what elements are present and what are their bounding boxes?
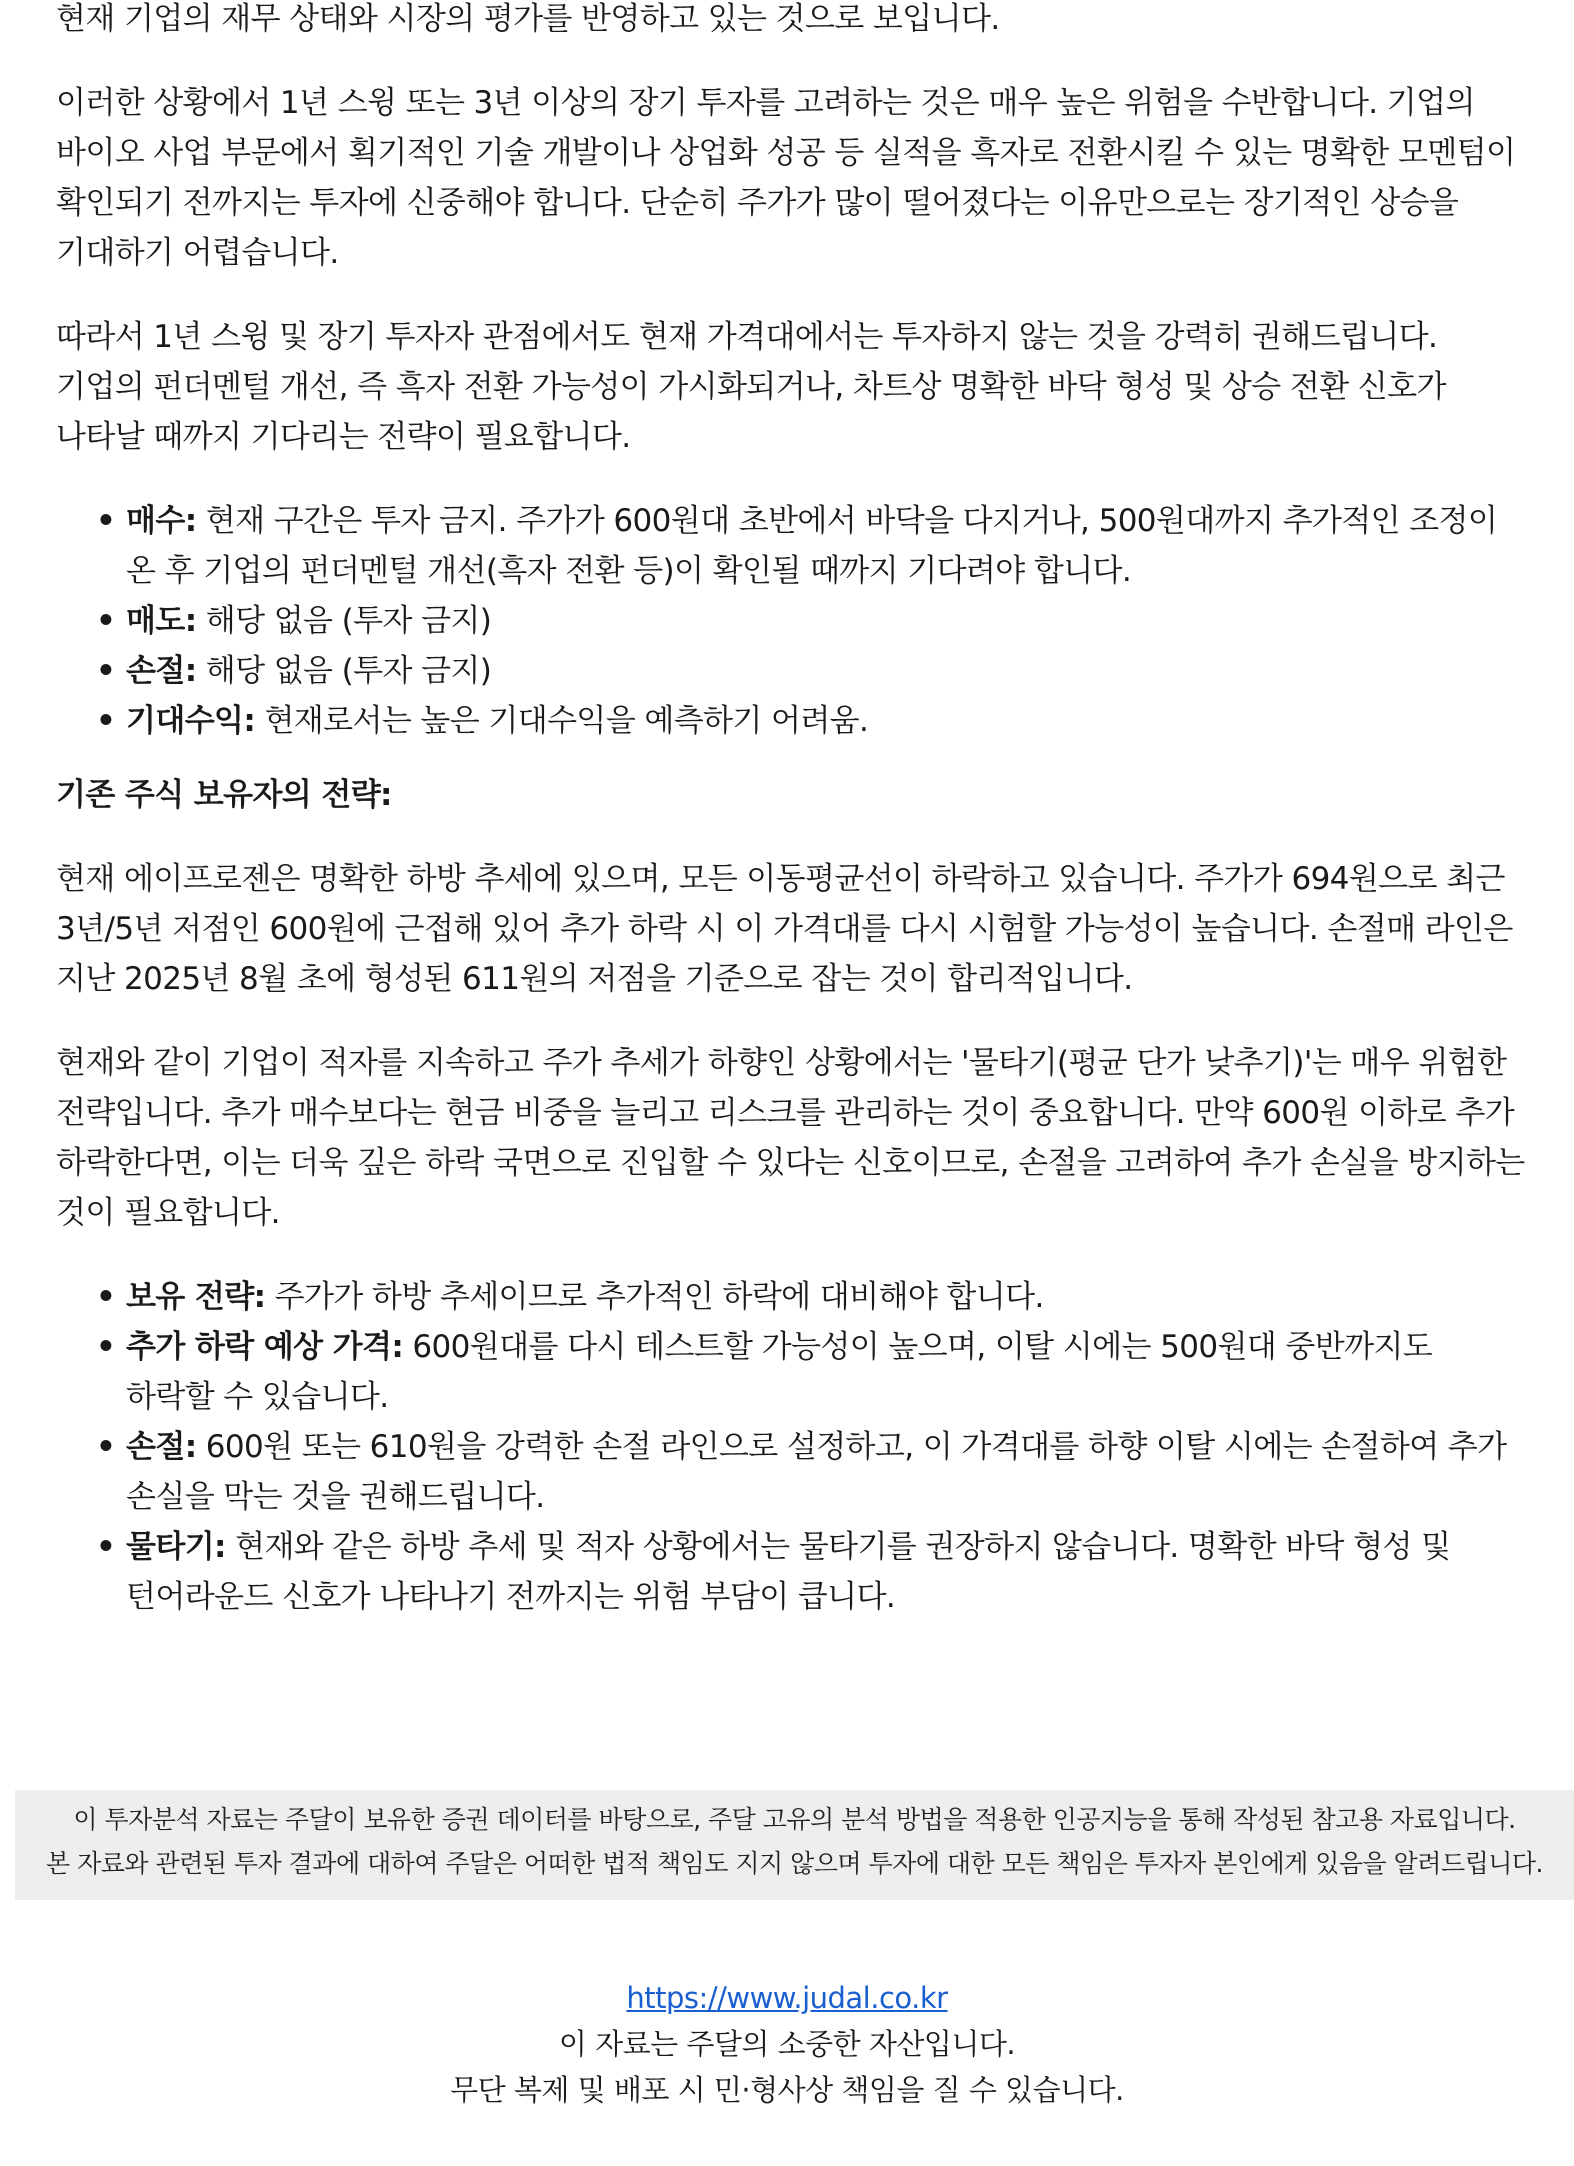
list-item-text: 600원대를 다시 테스트할 가능성이 높으며, 이탈 시에는 500원대 중반까지도 하락할 수 있습니다. (126, 1329, 1433, 1415)
list-item-label: 매수: (126, 503, 197, 539)
footer-asset-notice: 이 자료는 주달의 소중한 자산입니다. (558, 2027, 1016, 2061)
list-item-text: 해당 없음 (투자 금지) (196, 653, 492, 689)
list-item-hold-strategy (56, 1272, 1526, 1322)
list-item-label: 매도: (126, 603, 197, 639)
list-item-text: 현재 구간은 투자 금지. 주가가 600원대 초반에서 바닥을 다지거나, 500원대까지 추가적인 조정이 온 후 기업의 펀더멘털 개선(흑자 전환 등)이 확인될 때까지 기다려야 합니다. (126, 503, 1498, 589)
list-item-averaging-down (56, 1522, 1526, 1622)
list-item-sell (56, 596, 1526, 646)
paragraph-holder-averaging-down: 현재와 같이 기업이 적자를 지속하고 주가 추세가 하향인 상황에서는 '물타기(평균 단가 낮추기)'는 매우 위험한 전략입니다. 추가 매수보다는 현금 비중을 늘리고 리스크를 관리하는 것이 중요합니다. 만약 600원 이하로 추가 하락한다면, 이는 더욱 깊은 하락 국면으로 진입할 수 있다는 신호이므로, 손절을 고려하여 추가 손실을 방지하는 것이 필요합니다. (56, 1045, 1525, 1231)
list-item-text: 현재로서는 높은 기대수익을 예측하기 어려움. (255, 703, 869, 739)
list-item-label: 물타기: (126, 1529, 226, 1565)
bullet-icon: • (96, 1529, 116, 1565)
paragraph-long-term-risk: 이러한 상황에서 1년 스윙 또는 3년 이상의 장기 투자를 고려하는 것은 매우 높은 위험을 수반합니다. 기업의 바이오 사업 부문에서 획기적인 기술 개발이나 상업화 성공 등 실적을 흑자로 전환시킬 수 있는 명확한 모멘텀이 확인되기 전까지는 투자에 신중해야 합니다. 단순히 주가가 많이 떨어졌다는 이유만으로는 장기적인 상승을 기대하기 어렵습니다. (56, 85, 1516, 271)
list-item-stop-loss (56, 646, 1526, 696)
holder-strategy-list (56, 1272, 1526, 1622)
bullet-icon: • (96, 1329, 116, 1365)
disclaimer-line-liability: 본 자료와 관련된 투자 결과에 대하여 주달은 어떠한 법적 책임도 지지 않으며 투자에 대한 모든 책임은 투자자 본인에게 있음을 알려드립니다. (46, 1849, 1543, 1878)
list-item-text: 현재와 같은 하방 추세 및 적자 상황에서는 물타기를 권장하지 않습니다. 명확한 바닥 형성 및 턴어라운드 신호가 나타나기 전까지는 위험 부담이 큽니다. (126, 1529, 1451, 1615)
list-item-buy (56, 496, 1526, 596)
list-item-label: 추가 하락 예상 가격: (126, 1329, 404, 1365)
disclaimer-box (15, 1790, 1574, 1900)
list-item-expected-return (56, 696, 1526, 746)
footer (0, 1975, 1574, 2113)
list-item-label: 보유 전략: (126, 1279, 266, 1315)
paragraph-intro-tail: 현재 기업의 재무 상태와 시장의 평가를 반영하고 있는 것으로 보입니다. (56, 1, 1000, 37)
list-item-label: 기대수익: (126, 703, 256, 739)
paragraph-recommendation: 따라서 1년 스윙 및 장기 투자자 관점에서도 현재 가격대에서는 투자하지 않는 것을 강력히 권해드립니다. 기업의 펀더멘털 개선, 즉 흑자 전환 가능성이 가시화되거나, 차트상 명확한 바닥 형성 및 상승 전환 신호가 나타날 때까지 기다리는 전략이 필요합니다. (56, 319, 1446, 455)
list-item-text: 주가가 하방 추세이므로 추가적인 하락에 대비해야 합니다. (265, 1279, 1044, 1315)
bullet-icon: • (96, 603, 116, 639)
section-heading-holder-strategy: 기존 주식 보유자의 전략: (56, 777, 392, 813)
list-item-text: 해당 없음 (투자 금지) (196, 603, 492, 639)
list-item-label: 손절: (126, 653, 197, 689)
bullet-icon: • (96, 1279, 116, 1315)
list-item-holder-stop-loss (56, 1422, 1526, 1522)
footer-copyright-warning: 무단 복제 및 배포 시 민·형사상 책임을 질 수 있습니다. (450, 2073, 1124, 2107)
bullet-icon: • (96, 703, 116, 739)
report-body (56, 0, 1526, 1622)
paragraph-holder-trend: 현재 에이프로젠은 명확한 하방 추세에 있으며, 모든 이동평균선이 하락하고 있습니다. 주가가 694원으로 최근 3년/5년 저점인 600원에 근접해 있어 추가 하락 시 이 가격대를 다시 시험할 가능성이 높습니다. 손절매 라인은 지난 2025년 8월 초에 형성된 611원의 저점을 기준으로 잡는 것이 합리적입니다. (56, 861, 1513, 997)
judal-website-link[interactable]: https://www.judal.co.kr (626, 1981, 948, 2015)
bullet-icon: • (96, 503, 116, 539)
bullet-icon: • (96, 653, 116, 689)
list-item-text: 600원 또는 610원을 강력한 손절 라인으로 설정하고, 이 가격대를 하향 이탈 시에는 손절하여 추가 손실을 막는 것을 권해드립니다. (126, 1429, 1507, 1515)
disclaimer-line-reference: 이 투자분석 자료는 주달이 보유한 증권 데이터를 바탕으로, 주달 고유의 분석 방법을 적용한 인공지능을 통해 작성된 참고용 자료입니다. (73, 1805, 1516, 1834)
list-item-label: 손절: (126, 1429, 197, 1465)
bullet-icon: • (96, 1429, 116, 1465)
new-investor-strategy-list (56, 496, 1526, 746)
list-item-expected-drop-price (56, 1322, 1526, 1422)
